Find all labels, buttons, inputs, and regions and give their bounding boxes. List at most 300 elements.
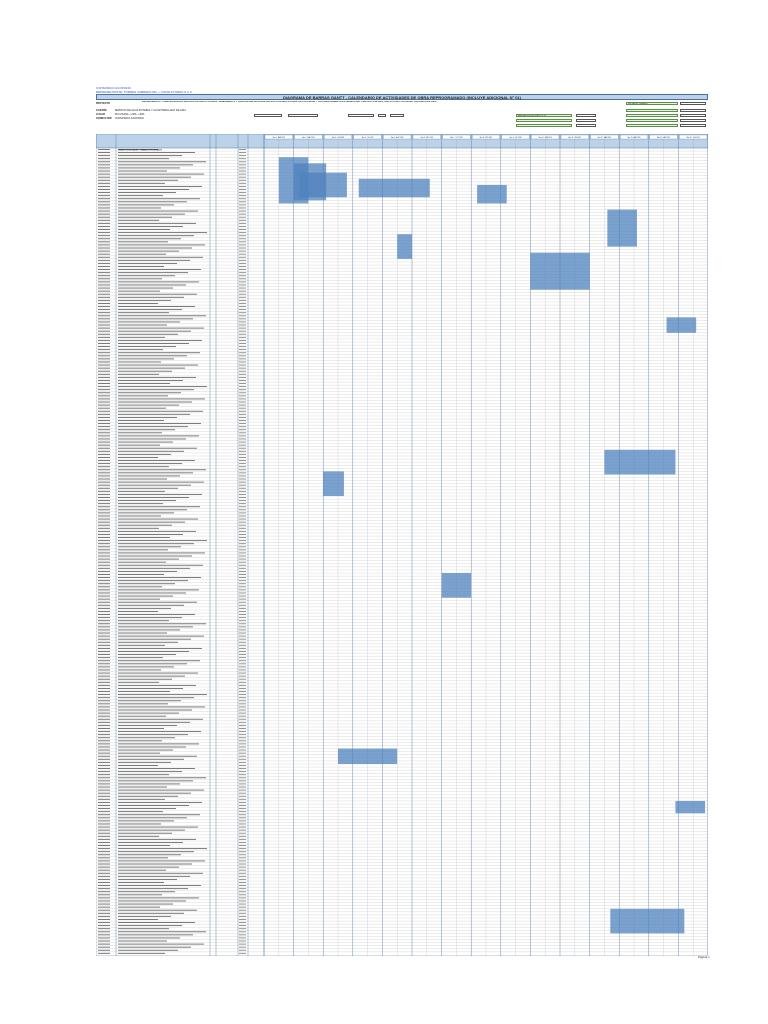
row-item-code xyxy=(98,793,110,794)
row-description-text xyxy=(118,439,186,440)
row-duration xyxy=(239,321,246,322)
row-item-code xyxy=(98,164,110,165)
row-description-text xyxy=(118,808,176,809)
row-duration xyxy=(239,482,246,483)
row-duration xyxy=(239,808,246,809)
row-duration xyxy=(239,405,246,406)
row-item-code xyxy=(98,799,110,800)
row-description-text xyxy=(118,700,181,701)
row-duration xyxy=(239,204,246,205)
row-item-code xyxy=(98,214,110,215)
row-description-text xyxy=(118,469,206,470)
row-item-code xyxy=(98,586,110,587)
row-duration xyxy=(239,355,246,356)
row-item-code xyxy=(98,389,110,390)
row-duration xyxy=(239,700,246,701)
row-duration xyxy=(239,266,246,267)
row-item-code xyxy=(98,491,110,492)
row-description-text xyxy=(118,325,167,326)
row-duration xyxy=(239,888,246,889)
row-description-text xyxy=(118,750,173,751)
row-duration xyxy=(239,309,246,310)
row-item-code xyxy=(98,497,110,498)
row-duration xyxy=(239,460,246,461)
row-item-code xyxy=(98,318,110,319)
row-item-code xyxy=(98,346,110,347)
row-item-code xyxy=(98,645,110,646)
lugar-label: LUGAR xyxy=(96,113,105,116)
row-description-text xyxy=(118,725,177,726)
row-item-code xyxy=(98,790,110,791)
summary-box-3 xyxy=(626,119,678,122)
row-description-text xyxy=(118,827,198,828)
row-item-code xyxy=(98,824,110,825)
row-description-text xyxy=(118,318,193,319)
row-description-text xyxy=(118,195,163,196)
row-description-text xyxy=(118,599,160,600)
gantt-rows xyxy=(98,149,246,954)
row-duration xyxy=(239,839,246,840)
row-description-text xyxy=(118,512,174,513)
row-item-code xyxy=(98,417,110,418)
row-item-code xyxy=(98,937,110,938)
row-duration xyxy=(239,645,246,646)
row-description-text xyxy=(118,180,178,181)
summary-box-1 xyxy=(626,109,678,112)
row-description-text xyxy=(118,676,185,677)
row-item-code xyxy=(98,543,110,544)
row-duration xyxy=(239,534,246,535)
row-duration xyxy=(239,552,246,553)
row-duration xyxy=(239,340,246,341)
row-item-code xyxy=(98,848,110,849)
row-description-text xyxy=(118,703,168,704)
row-duration xyxy=(239,402,246,403)
row-item-code xyxy=(98,608,110,609)
row-duration xyxy=(239,479,246,480)
row-duration xyxy=(239,368,246,369)
row-description-text xyxy=(118,728,164,729)
row-duration xyxy=(239,777,246,778)
row-duration xyxy=(239,614,246,615)
row-item-code xyxy=(98,870,110,871)
row-description-text xyxy=(118,673,198,674)
row-item-code xyxy=(98,272,110,273)
row-duration xyxy=(239,371,246,372)
row-duration xyxy=(239,238,246,239)
row-item-code xyxy=(98,343,110,344)
row-description-text xyxy=(118,260,190,261)
row-item-code xyxy=(98,864,110,865)
row-duration xyxy=(239,947,246,948)
row-item-code xyxy=(98,944,110,945)
row-item-code xyxy=(98,432,110,433)
row-description-text xyxy=(118,411,203,412)
row-item-code xyxy=(98,192,110,193)
row-description-text xyxy=(118,251,179,252)
row-item-code xyxy=(98,186,110,187)
row-item-code xyxy=(98,306,110,307)
row-item-code xyxy=(98,368,110,369)
row-duration xyxy=(239,623,246,624)
row-description-text xyxy=(118,648,202,649)
row-item-code xyxy=(98,577,110,578)
row-description-text xyxy=(118,235,194,236)
row-description-text xyxy=(118,854,181,855)
row-item-code xyxy=(98,540,110,541)
row-item-code xyxy=(98,694,110,695)
row-description-text xyxy=(118,891,175,892)
row-description-text xyxy=(118,383,170,384)
row-duration xyxy=(239,497,246,498)
row-duration xyxy=(239,820,246,821)
row-duration xyxy=(239,916,246,917)
row-description-text xyxy=(118,272,188,273)
row-duration xyxy=(239,281,246,282)
row-duration xyxy=(239,488,246,489)
row-item-code xyxy=(98,679,110,680)
row-item-code xyxy=(98,266,110,267)
row-duration xyxy=(239,894,246,895)
row-duration xyxy=(239,663,246,664)
row-duration xyxy=(239,759,246,760)
row-duration xyxy=(239,562,246,563)
row-item-code xyxy=(98,503,110,504)
row-item-code xyxy=(98,340,110,341)
row-item-code xyxy=(98,278,110,279)
row-duration xyxy=(239,485,246,486)
ampliacion-label-box: AMPLIACION DE PLAZO N° 01 xyxy=(516,114,572,117)
row-duration xyxy=(239,426,246,427)
row-description-text xyxy=(118,479,167,480)
row-item-code xyxy=(98,174,110,175)
proyecto-label: PROYECTO xyxy=(96,102,110,105)
row-duration xyxy=(239,713,246,714)
row-item-code xyxy=(98,405,110,406)
row-item-code xyxy=(98,697,110,698)
row-duration xyxy=(239,300,246,301)
row-duration xyxy=(239,556,246,557)
row-duration xyxy=(239,223,246,224)
row-duration xyxy=(239,660,246,661)
row-duration xyxy=(239,395,246,396)
row-description-text xyxy=(118,559,179,560)
row-description-text xyxy=(118,901,186,902)
row-duration xyxy=(239,765,246,766)
row-duration xyxy=(239,774,246,775)
row-duration xyxy=(239,435,246,436)
row-item-code xyxy=(98,688,110,689)
row-description-text xyxy=(118,223,196,224)
row-item-code xyxy=(98,839,110,840)
ampliacion-value-1 xyxy=(576,114,596,117)
row-duration xyxy=(239,842,246,843)
row-duration xyxy=(239,629,246,630)
row-description-text xyxy=(118,830,185,831)
row-item-code xyxy=(98,331,110,332)
summary-value-3 xyxy=(680,119,706,122)
row-duration xyxy=(239,626,246,627)
row-item-code xyxy=(98,448,110,449)
lugar-row xyxy=(96,113,144,116)
row-item-code xyxy=(98,731,110,732)
row-description-text xyxy=(118,204,174,205)
row-item-code xyxy=(98,457,110,458)
row-description-text xyxy=(118,623,206,624)
row-item-code xyxy=(98,408,110,409)
row-duration xyxy=(239,743,246,744)
row-duration xyxy=(239,528,246,529)
month-header-label: Mes 11 - FEB 2019 xyxy=(568,138,582,139)
row-description-text xyxy=(118,174,204,175)
row-item-code xyxy=(98,916,110,917)
row-duration xyxy=(239,469,246,470)
row-item-code xyxy=(98,765,110,766)
row-item-code xyxy=(98,460,110,461)
row-duration xyxy=(239,876,246,877)
row-duration xyxy=(239,294,246,295)
row-item-code xyxy=(98,426,110,427)
row-item-code xyxy=(98,845,110,846)
row-duration xyxy=(239,691,246,692)
row-description-text xyxy=(118,805,189,806)
row-description-text xyxy=(118,611,158,612)
row-item-code xyxy=(98,780,110,781)
row-description-text xyxy=(118,257,203,258)
row-duration xyxy=(239,953,246,954)
row-item-code xyxy=(98,620,110,621)
row-duration xyxy=(239,241,246,242)
row-item-code xyxy=(98,429,110,430)
row-description-text xyxy=(118,897,199,898)
row-duration xyxy=(239,500,246,501)
row-item-code xyxy=(98,830,110,831)
row-description-text xyxy=(118,771,182,772)
project-metadata xyxy=(96,101,708,131)
row-duration xyxy=(239,537,246,538)
consortium-header xyxy=(96,86,193,94)
row-duration xyxy=(239,879,246,880)
row-duration xyxy=(239,944,246,945)
row-description-text xyxy=(118,888,188,889)
row-item-code xyxy=(98,235,110,236)
row-duration xyxy=(239,244,246,245)
row-item-code xyxy=(98,747,110,748)
row-item-code xyxy=(98,950,110,951)
row-item-code xyxy=(98,211,110,212)
row-duration xyxy=(239,549,246,550)
row-item-code xyxy=(98,161,110,162)
activity-bar xyxy=(300,173,347,198)
row-duration xyxy=(239,836,246,837)
row-description-text xyxy=(118,617,182,618)
row-item-code xyxy=(98,919,110,920)
row-duration xyxy=(239,451,246,452)
row-item-code xyxy=(98,817,110,818)
row-duration xyxy=(239,195,246,196)
month-header-label: Mes 9 - DIC 2018 xyxy=(509,138,522,139)
row-item-code xyxy=(98,777,110,778)
row-description-text xyxy=(118,331,191,332)
row-item-code xyxy=(98,879,110,880)
row-item-code xyxy=(98,626,110,627)
row-item-code xyxy=(98,411,110,412)
row-duration xyxy=(239,885,246,886)
row-description-text xyxy=(118,244,205,245)
row-duration xyxy=(239,389,246,390)
row-description-text xyxy=(118,790,204,791)
row-description-text xyxy=(118,734,188,735)
row-duration xyxy=(239,599,246,600)
row-item-code xyxy=(98,774,110,775)
row-duration xyxy=(239,796,246,797)
cliente-label: CLIENTE xyxy=(96,109,107,112)
row-item-code xyxy=(98,559,110,560)
row-duration xyxy=(239,593,246,594)
row-description-text xyxy=(118,291,160,292)
row-duration xyxy=(239,466,246,467)
row-description-text xyxy=(118,931,206,932)
row-item-code xyxy=(98,528,110,529)
row-item-code xyxy=(98,463,110,464)
row-duration xyxy=(239,941,246,942)
row-duration xyxy=(239,703,246,704)
row-item-code xyxy=(98,229,110,230)
row-description-text xyxy=(118,451,184,452)
row-description-text xyxy=(118,281,199,282)
row-description-text xyxy=(118,922,195,923)
row-duration xyxy=(239,648,246,649)
row-item-code xyxy=(98,725,110,726)
row-description-text xyxy=(118,857,168,858)
row-description-text xyxy=(118,596,173,597)
row-description-text xyxy=(118,531,196,532)
row-duration xyxy=(239,509,246,510)
row-item-code xyxy=(98,802,110,803)
row-duration xyxy=(239,374,246,375)
row-description-text xyxy=(118,472,193,473)
row-item-code xyxy=(98,177,110,178)
activity-bar xyxy=(323,471,344,496)
row-duration xyxy=(239,814,246,815)
row-item-code xyxy=(98,392,110,393)
row-description-text xyxy=(118,248,192,249)
row-item-code xyxy=(98,904,110,905)
row-duration xyxy=(239,565,246,566)
row-description-text xyxy=(118,328,204,329)
row-description-text xyxy=(118,232,207,233)
row-duration xyxy=(239,910,246,911)
row-item-code xyxy=(98,580,110,581)
row-description-text xyxy=(118,919,158,920)
row-duration xyxy=(239,608,246,609)
row-duration xyxy=(239,790,246,791)
row-description-text xyxy=(118,737,175,738)
row-item-code xyxy=(98,475,110,476)
row-duration xyxy=(239,278,246,279)
row-item-code xyxy=(98,740,110,741)
row-duration xyxy=(239,827,246,828)
row-description-text xyxy=(118,448,197,449)
activity-bar xyxy=(359,179,430,197)
row-description-text xyxy=(118,488,178,489)
row-item-code xyxy=(98,180,110,181)
row-description-text xyxy=(118,278,162,279)
row-item-code xyxy=(98,928,110,929)
row-description-text xyxy=(118,860,205,861)
row-item-code xyxy=(98,155,110,156)
row-duration xyxy=(239,882,246,883)
row-item-code xyxy=(98,531,110,532)
row-item-code xyxy=(98,762,110,763)
activity-bar xyxy=(610,909,684,934)
month-header-label: Mes 2 - MAY 2018 xyxy=(302,138,315,139)
row-duration xyxy=(239,928,246,929)
row-description-text xyxy=(118,183,165,184)
row-item-code xyxy=(98,312,110,313)
row-duration xyxy=(239,211,246,212)
row-item-code xyxy=(98,201,110,202)
row-description-text xyxy=(118,337,165,338)
row-item-code xyxy=(98,710,110,711)
row-description-text xyxy=(118,740,162,741)
row-duration xyxy=(239,306,246,307)
row-duration xyxy=(239,380,246,381)
row-item-code xyxy=(98,666,110,667)
row-item-code xyxy=(98,303,110,304)
row-description-text xyxy=(118,528,159,529)
row-description-text xyxy=(118,300,171,301)
row-duration xyxy=(239,439,246,440)
row-duration xyxy=(239,731,246,732)
row-duration xyxy=(239,398,246,399)
row-description-text xyxy=(118,941,167,942)
row-item-code xyxy=(98,269,110,270)
row-item-code xyxy=(98,574,110,575)
activity-bar xyxy=(675,801,705,813)
row-item-code xyxy=(98,833,110,834)
month-header-label: Mes 10 - ENE 2019 xyxy=(538,138,552,139)
row-item-code xyxy=(98,439,110,440)
summary-value-2 xyxy=(680,114,706,117)
row-description-text xyxy=(118,321,180,322)
row-item-code xyxy=(98,281,110,282)
row-duration xyxy=(239,516,246,517)
row-item-code xyxy=(98,238,110,239)
row-duration xyxy=(239,362,246,363)
row-description-text xyxy=(118,519,198,520)
month-header-label: Mes 6 - SET 2018 xyxy=(420,138,433,139)
row-description-text xyxy=(118,525,172,526)
row-item-code xyxy=(98,371,110,372)
row-item-code xyxy=(98,713,110,714)
row-description-text xyxy=(118,164,193,165)
document-title: DIAGRAMA DE BARRAS GANTT - CALENDARIO DE ACTIVIDADES DE OBRA REPROGRAMADO (INCLUYE ADICIONAL N° 01) xyxy=(96,94,708,100)
row-description-text xyxy=(118,208,161,209)
row-item-code xyxy=(98,728,110,729)
row-description-text xyxy=(118,568,190,569)
row-duration xyxy=(239,226,246,227)
row-duration xyxy=(239,352,246,353)
row-duration xyxy=(239,571,246,572)
row-item-code xyxy=(98,488,110,489)
row-description-text xyxy=(118,374,159,375)
row-item-code xyxy=(98,445,110,446)
row-item-code xyxy=(98,827,110,828)
row-item-code xyxy=(98,901,110,902)
row-description-text xyxy=(118,161,206,162)
row-duration xyxy=(239,232,246,233)
